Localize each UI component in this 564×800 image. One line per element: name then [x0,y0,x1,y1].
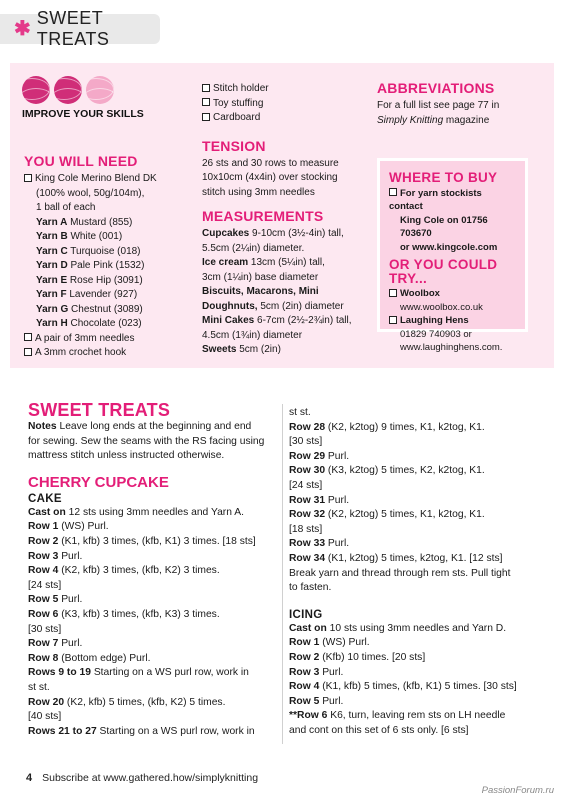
pattern-row: st st. [28,681,50,693]
skills-label: IMPROVE YOUR SKILLS [22,108,144,120]
notes-line: mattress stitch unless instructed otherwise. [28,450,225,462]
tension-text: 10x10cm (4x4in) over stocking [202,172,338,183]
pattern-row: Row 33 Purl. [289,538,350,550]
checkbox-icon [389,289,397,297]
pattern-title: SWEET TREATS [28,400,171,420]
checkbox-icon [24,348,32,356]
pattern-row: Rows 21 to 27 Starting on a WS purl row, work in [28,725,255,737]
pattern-row: to fasten. [289,582,332,594]
pattern-row: Break yarn and thread through rem sts. Pull tight [289,567,511,579]
yarn-item: Yarn H Chocolate (023) [36,318,142,329]
where-to-buy-title: WHERE TO BUY [389,170,498,185]
cake-rows [28,506,278,740]
you-will-need-section [24,153,199,361]
tension-text: stitch using 3mm needles [202,186,315,198]
pattern-row: [30 sts] [289,436,323,448]
alt-stockists-title: OR YOU COULD TRY... [389,257,498,286]
where-to-buy-box [377,158,528,353]
pattern-row: Row 3 Purl. [289,666,344,678]
page-number: 4 [26,772,33,784]
yarn-ball-icon [54,76,82,104]
yarn-item: Yarn E Rose Hip (3091) [36,274,143,286]
section-title: SWEET TREATS [36,8,110,49]
asterisk-icon: ✱ [14,18,31,40]
pattern-row: Row 32 (K2, k2tog) 5 times, K1, k2tog, K1. [289,509,485,521]
pattern-row: Row 5 Purl. [28,594,83,606]
abbreviations-title: ABBREVIATIONS [377,80,495,96]
measurements-title: MEASUREMENTS [202,208,324,224]
abbreviations-text: Simply Knitting magazine [377,114,490,126]
pattern-row: Row 6 (K3, kfb) 3 times, (kfb, K3) 3 times. [28,608,220,620]
stockist-link[interactable]: www.laughinghens.com. [400,342,503,353]
yarn-item: Yarn B White (001) [36,231,123,242]
cake-rows-continued [289,406,539,596]
materials-item: A pair of 3mm needles [24,332,199,347]
pattern-row: Row 8 (Bottom edge) Purl. [28,652,151,664]
stockist-link[interactable]: www.woolbox.co.uk [400,301,483,313]
materials-detail: 1 ball of each [36,202,96,213]
pattern-row: [18 sts] [289,523,323,535]
notes-line: for sewing. Sew the seams with the RS facing using [28,435,265,447]
measurement-line: Biscuits, Macarons, Mini [202,286,319,297]
stockist-line: King Cole on 01756 703670 [400,214,488,239]
checkbox-icon [202,113,210,121]
tension-text: 26 sts and 30 rows to measure [202,157,339,169]
materials-item: Cardboard [202,111,372,126]
pattern-left-column [28,400,278,739]
yarn-ball-icon [86,76,114,104]
yarn-item: Yarn C Turquoise (018) [36,245,141,257]
pattern-row: and cont on this set of 6 sts only. [6 sts] [289,724,469,736]
measurement-line: Doughnuts, 5cm (2in) diameter [202,300,344,312]
pattern-row: st st. [289,407,311,418]
pattern-row: Row 5 Purl. [289,695,344,707]
pattern-row: [30 sts] [28,623,62,635]
pattern-row: Rows 9 to 19 Starting on a WS purl row, work in [28,667,249,679]
column-divider [282,404,283,744]
pattern-row: Row 7 Purl. [28,638,83,650]
pattern-row: Row 29 Purl. [289,450,350,462]
checkbox-icon [202,84,210,92]
notes-line: Notes Leave long ends at the beginning and end [28,421,252,432]
pattern-row: Row 31 Purl. [289,494,350,506]
pattern-row: Row 34 (K1, k2tog) 5 times, k2tog, K1. [12 sts] [289,552,503,564]
measurement-line: Cupcakes 9-10cm (3½-4in) tall, [202,228,344,239]
pattern-row: Row 1 (WS) Purl. [289,637,370,649]
materials-item: Stitch holder [202,82,372,97]
skills-badge [22,76,144,120]
pattern-row: Row 4 (K1, kfb) 5 times, (kfb, K1) 5 times. [30 sts] [289,681,517,693]
pattern-row: Row 2 (K1, kfb) 3 times, (kfb, K1) 3 times. [18 sts] [28,535,256,547]
checkbox-icon [389,188,397,196]
pattern-row: [24 sts] [28,579,62,591]
measurement-line: 4.5cm (1¾in) diameter [202,329,303,341]
materials-item: King Cole Merino Blend DK [24,172,199,187]
pattern-right-column [289,406,539,738]
materials-detail: (100% wool, 50g/104m), [36,187,145,199]
materials-item: A 3mm crochet hook [24,346,199,361]
tension-title: TENSION [202,137,266,154]
page-footer [26,772,258,784]
pattern-row: Row 1 (WS) Purl. [28,521,109,533]
section-header-tab [0,8,160,49]
materials-item: Toy stuffing [202,97,372,112]
pattern-row: Row 30 (K3, k2tog) 5 times, K2, k2tog, K1. [289,465,485,477]
yarn-item: Yarn G Chestnut (3089) [36,303,143,315]
measurement-line: 5.5cm (2¼in) diameter. [202,242,305,254]
icing-rows [289,622,539,739]
cupcake-title: CHERRY CUPCAKE [28,473,169,491]
yarn-item: Yarn D Pale Pink (1532) [36,260,145,271]
abbreviations-text: For a full list see page 77 in [377,100,500,111]
checkbox-icon [24,333,32,341]
pattern-row: Row 20 (K2, kfb) 5 times, (kfb, K2) 5 times. [28,696,226,708]
tension-measurements-section [202,82,372,358]
stockist-phone: 01829 740903 or [400,328,472,340]
yarn-ball-icon [22,76,50,104]
pattern-row: Row 28 (K2, k2tog) 9 times, K1, k2tog, K1. [289,421,485,433]
checkbox-icon [202,98,210,106]
skill-level-indicator [22,76,144,104]
cake-subtitle: CAKE [28,492,62,505]
stockist-line: Woolbox [389,287,517,301]
measurement-line: Sweets 5cm (2in) [202,344,281,355]
yarn-item: Yarn A Mustard (855) [36,216,133,228]
stockist-link[interactable]: or www.kingcole.com [400,241,498,253]
yarn-item: Yarn F Lavender (927) [36,289,138,300]
pattern-row: [40 sts] [28,711,62,723]
pattern-row: Cast on 12 sts using 3mm needles and Yarn A. [28,506,244,518]
subscribe-link[interactable]: Subscribe at www.gathered.how/simplyknitting [42,772,259,784]
pattern-row: Cast on 10 sts using 3mm needles and Yarn D. [289,622,507,634]
pattern-row: Row 2 (Kfb) 10 times. [20 sts] [289,651,426,663]
measurement-line: Ice cream 13cm (5¼in) tall, [202,257,325,268]
stockist-line: Laughing Hens [389,314,517,328]
pattern-row: **Row 6 K6, turn, leaving rem sts on LH needle [289,710,506,722]
checkbox-icon [389,316,397,324]
icing-subtitle: ICING [289,608,323,621]
watermark: PassionForum.ru [481,785,554,796]
pattern-row: Row 4 (K2, kfb) 3 times, (kfb, K2) 3 times. [28,565,220,577]
stockist-line: For yarn stockists contact [389,187,482,212]
measurement-line: 3cm (1¼in) base diameter [202,271,319,283]
pattern-row: [24 sts] [289,479,323,491]
checkbox-icon [24,174,32,182]
pattern-row: Row 3 Purl. [28,550,83,562]
abbreviations-section [377,80,547,128]
measurement-line: Mini Cakes 6-7cm (2½-2¾in) tall, [202,315,352,326]
you-will-need-title: YOU WILL NEED [24,153,138,169]
